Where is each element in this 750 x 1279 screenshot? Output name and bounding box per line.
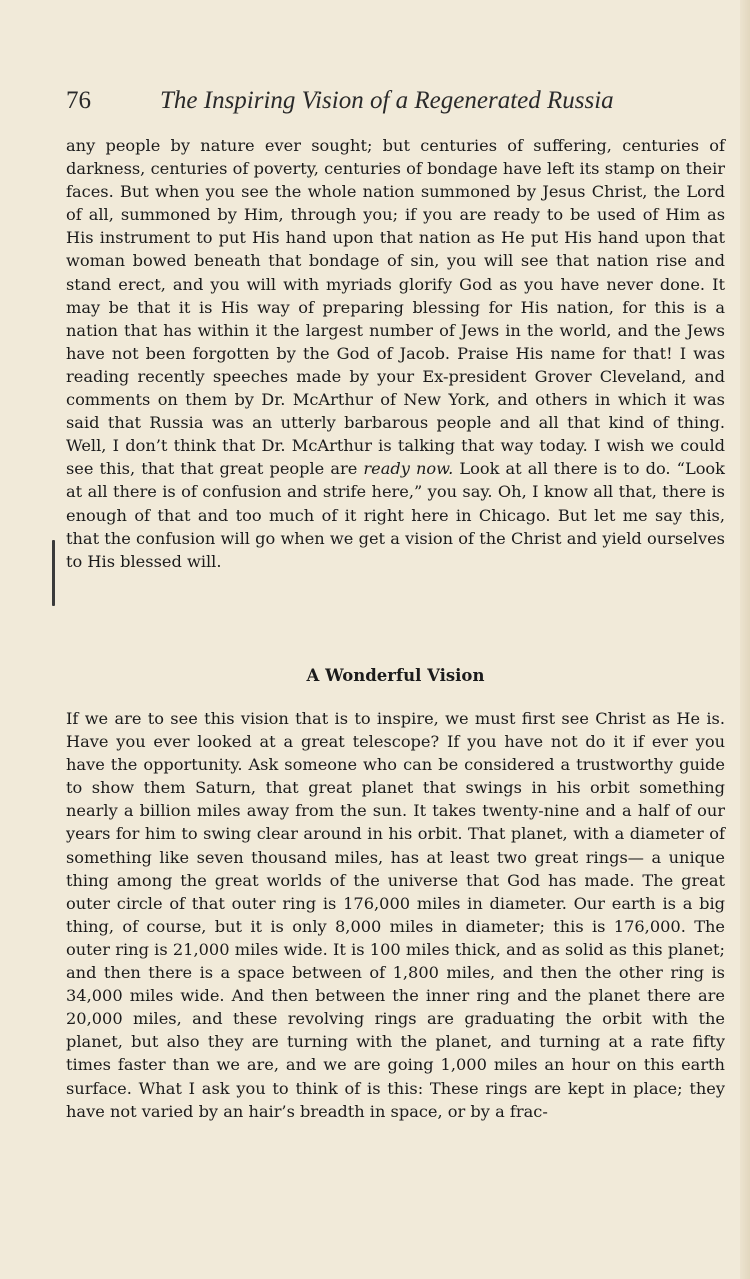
running-head [66,86,690,116]
paragraph-2: If we are to see this vision that is to inspire, we must first see Christ as He is. Have you ever looked at a great telescope? If you have not do it if ever you have the opportunity. Ask someone who can be considered a trustworthy guide to show them Saturn, that great planet that swings in his orbit something nearly a billion miles away from the sun. It takes twenty-nine and a half of our years for him to swing clear around in his orbit. That planet, with a diameter of something like seven thousand miles, has at least two great rings— a unique thing among the great worlds of the universe that God has made. The great outer circle of that outer ring is 176,000 miles in diameter. Our earth is a big thing, of course, but it is only 8,000 miles in diameter; this is 176,000. The outer ring is 21,000 miles wide. It is 100 miles thick, and as solid as this planet; and then there is a space between of 1,800 miles, and then the other ring is 34,000 miles wide. And then between the inner ring and the planet there are 20,000 miles, and these revolving rings are graduating the orbit with the planet, but also they are turning with the planet, and turning at a rate fifty times faster than we are, and we are going 1,000 miles an hour on this earth surface. What I ask you to think of is this: These rings are kept in place; they have not varied by an hair’s breadth in space, or by a frac- [66,709,725,1121]
paragraph-1-emphasis: ready now. [363,459,454,479]
section-heading: A Wonderful Vision [306,666,485,685]
paragraph-1-text-end: Look at all there is to do. “Look at all there is of confusion and strife here,” you say. Oh, I know all that, there is enough of that and too much of it right here in Chicago. But let me say this, that the confusion will go when we get a vision of the Christ and yield ourselves to His blessed will. [66,459,725,571]
page-edge-shadow [740,0,750,1279]
running-title: The Inspiring Vision of a Regenerated Russia [160,87,614,114]
page-number: 76 [66,87,91,114]
margin-mark [52,540,55,606]
paragraph-1-text-start: any people by nature ever sought; but centuries of suffering, centuries of darkness, centuries of poverty, centuries of bondage have left its stamp on their faces. But when you see the whole nation summoned by Jesus Christ, the Lord of all, summoned by Him, through you; if you are ready to be used of Him as His instrument to put His hand upon that nation as He put His hand upon that woman bowed beneath that bondage of sin, you will see that nation rise and stand erect, and you will with myriads glorify God as you have never done. It may be that it is His way of preparing blessing for His nation, for this is a nation that has within it the largest number of Jews in the world, and the Jews have not been forgotten by the God of Jacob. Praise His name for that! I was reading recently speeches made by your Ex-president Grover Cleveland, and comments on them by Dr. McArthur of New York, and others in which it was said that Russia was an utterly barbarous people and all that kind of thing. Well, I don’t think that Dr. McArthur is talking that way today. I wish we could see this, that that great people are [66,136,725,479]
paragraph-1 [66,134,725,573]
